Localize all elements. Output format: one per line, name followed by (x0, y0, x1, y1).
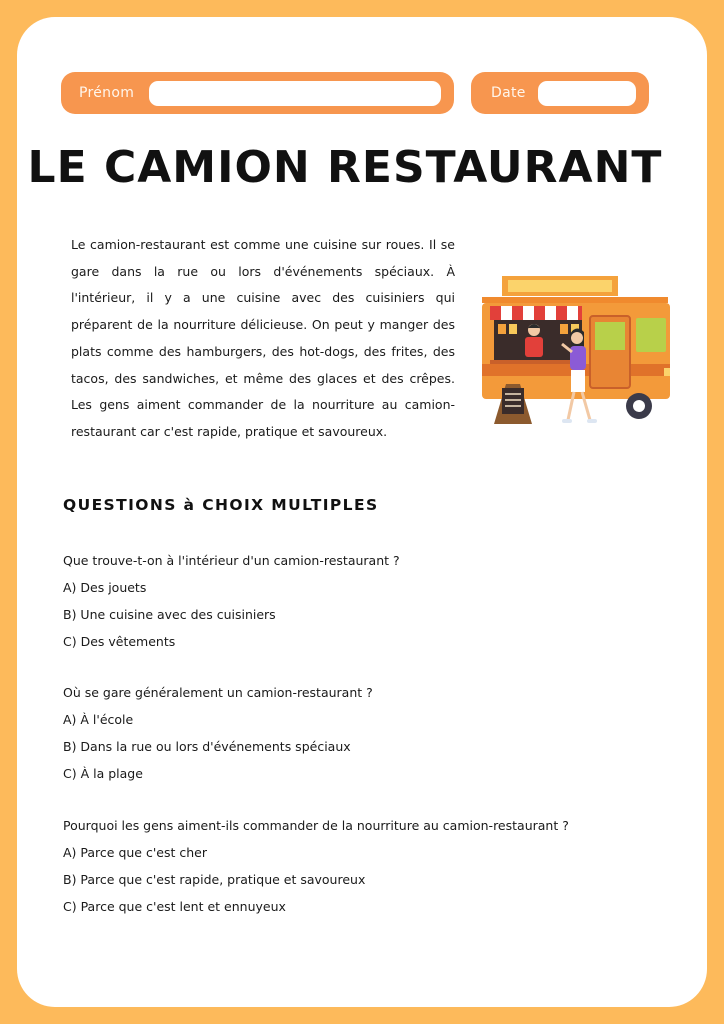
answer-option[interactable]: A) À l'école (63, 712, 134, 727)
page-title: LE CAMION RESTAURANT (27, 142, 663, 193)
name-field (61, 72, 454, 114)
answer-option[interactable]: C) Parce que c'est lent et ennuyeux (63, 899, 286, 914)
date-label: Date (491, 85, 526, 101)
answer-option[interactable]: C) Des vêtements (63, 634, 176, 649)
food-truck-illustration (476, 272, 678, 432)
answer-option[interactable]: B) Une cuisine avec des cuisiniers (63, 607, 276, 622)
date-input[interactable] (538, 81, 636, 106)
question-block (63, 547, 683, 655)
question-text: Que trouve-t-on à l'intérieur d'un camion-restaurant ? (63, 553, 400, 568)
name-input[interactable] (149, 81, 441, 106)
question-block (63, 812, 683, 920)
answer-option[interactable]: B) Dans la rue ou lors d'événements spéciaux (63, 739, 351, 754)
truck-awning (490, 306, 582, 320)
name-label: Prénom (79, 85, 135, 101)
question-block (63, 679, 683, 787)
answer-option[interactable]: A) Parce que c'est cher (63, 845, 207, 860)
qcm-heading: QUESTIONS à CHOIX MULTIPLES (63, 496, 379, 514)
reading-passage: Le camion-restaurant est comme une cuisine sur roues. Il se gare dans la rue ou lors d'événements spéciaux. À l'intérieur, il y a une cuisine avec des cuisiniers qui préparent de la nourriture délicieuse. On peut y manger des plats comme des hamburgers, des hot-dogs, des frites, des tacos, des sandwiches, et même des glaces et des crêpes. Les gens aiment commander de la nourriture au camion-restaurant car c'est rapide, pratique et savoureux. (71, 237, 455, 439)
answer-option[interactable]: C) À la plage (63, 766, 143, 781)
date-field (471, 72, 649, 114)
answer-option[interactable]: B) Parce que c'est rapide, pratique et savoureux (63, 872, 366, 887)
question-text: Où se gare généralement un camion-restaurant ? (63, 685, 373, 700)
answer-option[interactable]: A) Des jouets (63, 580, 147, 595)
truck-window (636, 318, 666, 352)
question-text: Pourquoi les gens aiment-ils commander de la nourriture au camion-restaurant ? (63, 818, 569, 833)
